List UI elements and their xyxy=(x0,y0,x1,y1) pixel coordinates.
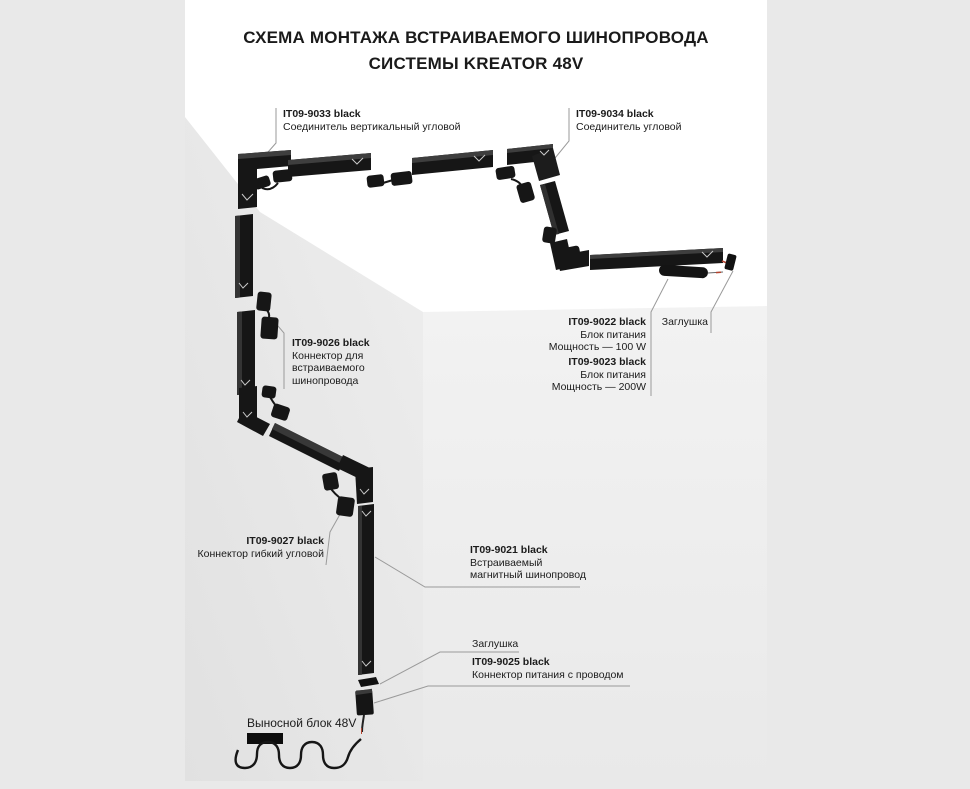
label-it09-9026 xyxy=(292,337,370,387)
label-it09-9034-code: IT09-9034 black xyxy=(576,108,654,120)
label-it09-9033 xyxy=(283,108,460,133)
label-it09-9026-desc: встраиваемого xyxy=(292,362,365,375)
label-it09-9027-code: IT09-9027 black xyxy=(246,535,324,547)
recessed-track-piece xyxy=(358,504,374,675)
label-it09-9033-desc: Соединитель вертикальный угловой xyxy=(283,120,461,133)
label-it09-9021-code: IT09-9021 black xyxy=(470,544,548,556)
label-it09-9025 xyxy=(472,656,624,681)
label-it09-9022 xyxy=(549,316,646,354)
label-it09-9023-desc: Мощность — 200W xyxy=(551,381,646,394)
page-title-line2: СИСТЕМЫ KREATOR 48V xyxy=(368,54,584,73)
label-it09-9022-desc: Мощность — 100 W xyxy=(548,341,646,354)
label-it09-9026-desc: шинопровода xyxy=(292,374,359,387)
page-title xyxy=(185,25,767,77)
label-it09-9022-desc: Блок питания xyxy=(580,328,646,341)
label-it09-9021-desc: магнитный шинопровод xyxy=(470,569,586,582)
label-remote-block xyxy=(247,716,356,730)
label-end-cap-top-text: Заглушка xyxy=(661,316,708,328)
label-it09-9023 xyxy=(552,356,646,394)
label-it09-9025-desc: Коннектор питания с проводом xyxy=(472,668,624,681)
label-it09-9025-code: IT09-9025 black xyxy=(472,656,550,668)
label-it09-9022-code: IT09-9022 black xyxy=(568,316,646,328)
label-end-cap-bottom-text: Заглушка xyxy=(472,638,519,650)
label-it09-9023-code: IT09-9023 black xyxy=(568,356,646,368)
label-end-cap-top xyxy=(662,316,708,329)
label-it09-9026-code: IT09-9026 black xyxy=(292,337,370,349)
label-it09-9033-code: IT09-9033 black xyxy=(283,108,361,120)
label-remote-block-text: Выносной блок 48V xyxy=(247,716,357,730)
label-it09-9021 xyxy=(470,544,586,582)
label-it09-9034 xyxy=(576,108,681,133)
track-segment-wall-vertical xyxy=(235,214,253,298)
label-it09-9023-desc: Блок питания xyxy=(580,368,646,381)
track-segment-wall-vertical xyxy=(237,310,255,395)
label-it09-9027 xyxy=(198,535,324,560)
label-end-cap-bottom xyxy=(472,638,518,651)
page-title-line1: СХЕМА МОНТАЖА ВСТРАИВАЕМОГО ШИНОПРОВОДА xyxy=(243,28,709,47)
label-it09-9021-desc: Встраиваемый xyxy=(470,556,543,569)
label-it09-9027-desc: Коннектор гибкий угловой xyxy=(197,547,324,560)
label-it09-9026-desc: Коннектор для xyxy=(292,349,364,362)
label-it09-9034-desc: Соединитель угловой xyxy=(576,120,682,133)
